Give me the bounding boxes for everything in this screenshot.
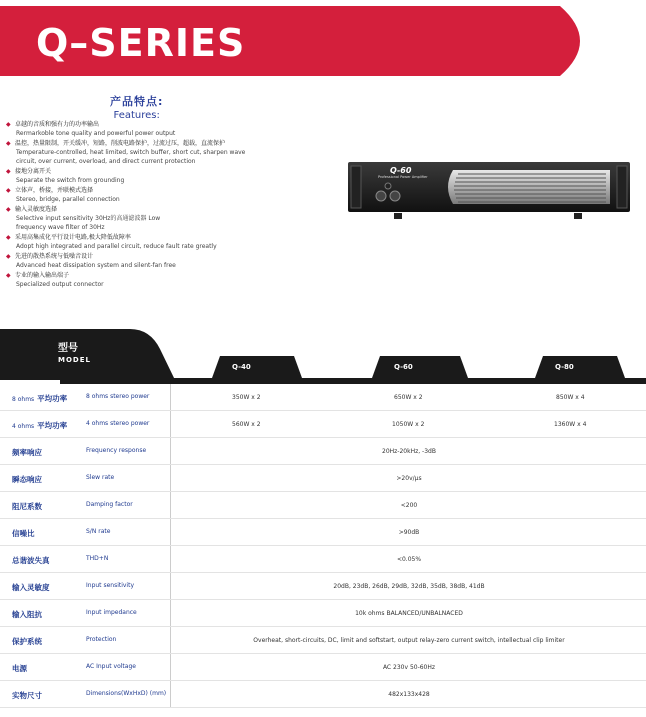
spec-label-cn: 输入灵敏度 bbox=[12, 583, 50, 592]
spec-label-cn: 信噪比 bbox=[12, 529, 35, 538]
spec-label-en: Protection bbox=[86, 636, 117, 643]
spec-label-en: THD+N bbox=[86, 555, 109, 562]
model-label-cn: 型号 bbox=[58, 343, 78, 354]
bullet-icon: ◆ bbox=[6, 206, 11, 213]
spec-row-damping bbox=[0, 492, 646, 519]
spec-value-q40: 560W x 2 bbox=[232, 421, 261, 428]
spec-value: <0.05% bbox=[396, 556, 422, 563]
features-heading-cn: 产品特点: bbox=[110, 95, 164, 108]
spec-value: 20Hz-20kHz, -3dB bbox=[382, 448, 436, 455]
spec-label-en: Damping factor bbox=[86, 501, 133, 508]
spec-row-power bbox=[0, 654, 646, 681]
bullet-icon: ◆ bbox=[6, 187, 11, 194]
spec-label-en: Slew rate bbox=[86, 474, 115, 481]
spec-value-q80: 850W x 4 bbox=[556, 394, 585, 401]
spec-label-en: Input sensitivity bbox=[86, 582, 134, 589]
spec-value: AC 230v 50-60Hz bbox=[382, 664, 436, 671]
feature-item bbox=[6, 233, 336, 251]
spec-value-q60: 650W x 2 bbox=[394, 394, 423, 401]
feature-item bbox=[6, 252, 336, 270]
spec-label-cn: 阻尼系数 bbox=[12, 502, 42, 511]
spec-label-en: 4 ohms stereo power bbox=[86, 420, 150, 427]
spec-value: 10k ohms BALANCED/UNBALNACED bbox=[355, 610, 463, 617]
feature-en: Adopt high integrated and parallel circuit, reduce fault rate greatly bbox=[16, 243, 217, 250]
feature-cn: 卓越的音质和强有力的功率输出 bbox=[15, 121, 100, 128]
features-list bbox=[6, 120, 336, 290]
spec-row-protection bbox=[0, 627, 646, 654]
series-title: Q–SERIES bbox=[36, 21, 246, 65]
bullet-icon: ◆ bbox=[6, 253, 11, 260]
spec-row-4ohm bbox=[0, 411, 646, 438]
feature-en: Selective input sensitivity 30Hz的高通滤波器 Low frequency wave filter of 30Hz bbox=[16, 215, 161, 231]
spec-label-en: S/N rate bbox=[86, 528, 111, 535]
features-heading bbox=[110, 93, 163, 121]
model-q60-label: Q-60 bbox=[394, 363, 413, 371]
spec-value-q40: 350W x 2 bbox=[232, 394, 261, 401]
spec-value-q80: 1360W x 4 bbox=[554, 421, 587, 428]
spec-value: 482x133x428 bbox=[388, 691, 430, 698]
spec-label-cn: 输入阻抗 bbox=[12, 610, 42, 619]
feature-cn: 采用高集成化平行设计电路,极大降低故障率 bbox=[15, 234, 131, 241]
spec-value: Overheat, short-circuits, DC, limit and softstart, output relay-zero current switch, intellectual clip limiter bbox=[253, 637, 565, 644]
spec-label-cn: 瞬态响应 bbox=[12, 475, 42, 484]
amp-model-label: Q-60 bbox=[390, 166, 412, 175]
spec-label-en: Input impedance bbox=[86, 609, 137, 616]
feature-item bbox=[6, 139, 336, 166]
spec-row-impedance bbox=[0, 600, 646, 627]
spec-label-cn: 保护系统 bbox=[12, 637, 42, 646]
bullet-icon: ◆ bbox=[6, 234, 11, 241]
model-tab-shape bbox=[0, 329, 175, 380]
bullet-icon: ◆ bbox=[6, 140, 11, 147]
series-banner bbox=[0, 6, 600, 76]
spec-label-cn: 频率响应 bbox=[12, 448, 42, 457]
feature-item bbox=[6, 186, 336, 204]
model-q40-label: Q-40 bbox=[232, 363, 251, 371]
spec-value-q60: 1050W x 2 bbox=[392, 421, 425, 428]
spec-row-thd bbox=[0, 546, 646, 573]
bullet-icon: ◆ bbox=[6, 168, 11, 175]
feature-en: Stereo, bridge, parallel connection bbox=[16, 196, 120, 203]
feature-item bbox=[6, 271, 336, 289]
spec-label-cn: 8 ohms 平均功率 bbox=[12, 394, 68, 403]
feature-cn: 专业的输入输出端子 bbox=[15, 272, 70, 279]
spec-row-sensitivity bbox=[0, 573, 646, 600]
model-q80-label: Q-80 bbox=[555, 363, 574, 371]
spec-label-cn: 电源 bbox=[12, 664, 27, 673]
feature-en: Rermarkoble tone quality and powerful power output bbox=[16, 130, 176, 137]
features-heading-en: Features: bbox=[113, 110, 160, 121]
feature-cn: 接地分离开关 bbox=[15, 168, 52, 175]
spec-label-cn: 实物尺寸 bbox=[12, 691, 42, 700]
spec-label-cn: 总谐波失真 bbox=[12, 556, 50, 565]
spec-value: 20dB, 23dB, 26dB, 29dB, 32dB, 35dB, 38dB, 41dB bbox=[333, 583, 485, 590]
spec-label-cn: 4 ohms 平均功率 bbox=[12, 421, 68, 430]
amp-subtitle: Professional Power Amplifier bbox=[378, 175, 428, 179]
bullet-icon: ◆ bbox=[6, 121, 11, 128]
feature-item bbox=[6, 167, 336, 185]
feature-cn: 先进的散热系统与低噪音设计 bbox=[15, 253, 94, 260]
spec-table bbox=[0, 384, 646, 708]
feature-cn: 立体声，桥接，并联模式选择 bbox=[15, 187, 94, 194]
spec-row-frequency bbox=[0, 438, 646, 465]
feature-en: Specialized output connector bbox=[16, 281, 104, 288]
spec-label-en: Dimensions(WxHxD) (mm) bbox=[86, 690, 167, 697]
feature-en: Separate the switch from grounding bbox=[16, 177, 125, 184]
spec-label-en: AC Input voltage bbox=[86, 663, 136, 670]
amplifier-image bbox=[348, 158, 630, 228]
spec-row-sn bbox=[0, 519, 646, 546]
spec-value: >20v/μs bbox=[396, 475, 422, 482]
model-label-en: MODEL bbox=[58, 356, 91, 364]
feature-en: Advanced heat dissipation system and silent-fan free bbox=[16, 262, 176, 269]
feature-item bbox=[6, 120, 336, 138]
spec-row-dimensions bbox=[0, 681, 646, 708]
spec-value: >90dB bbox=[398, 529, 420, 536]
bullet-icon: ◆ bbox=[6, 272, 11, 279]
spec-row-slew bbox=[0, 465, 646, 492]
feature-cn: 输入灵敏度选择 bbox=[15, 206, 58, 213]
feature-en: Temperature-controlled, heat limited, switch buffer, short cut, sharpen wave circuit, over current, overload, and direct current protection bbox=[16, 149, 246, 165]
spec-label-en: 8 ohms stereo power bbox=[86, 393, 150, 400]
spec-row-8ohm bbox=[0, 384, 646, 411]
feature-item bbox=[6, 205, 336, 232]
spec-label-en: Frequency response bbox=[86, 447, 147, 454]
spec-value: <200 bbox=[400, 502, 418, 509]
feature-cn: 温控，热量限制，开关缓冲，短路，削波电路保护，过流过压，超载，直流保护 bbox=[15, 140, 226, 147]
